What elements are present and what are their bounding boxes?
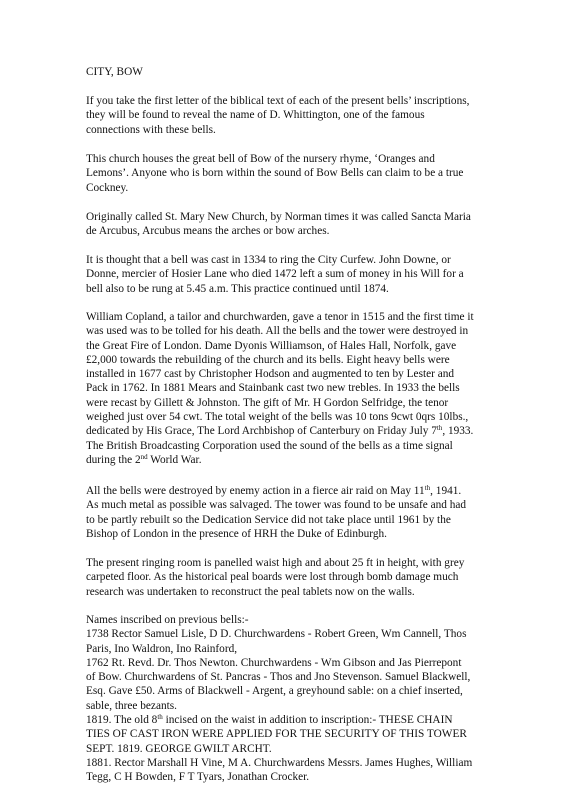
text-line: were recast by Gillett & Johnston. The gift of Mr. H Gordon Selfridge, the tenor <box>86 396 449 409</box>
text-line: sable, three bezants. <box>86 699 177 712</box>
text-line: the Great Fire of London. Dame Dyonis Williamson, of Hales Hall, Norfolk, gave <box>86 339 457 352</box>
text-line: bell also to be rung at 5.45 a.m. This practice continued until 1874. <box>86 282 389 295</box>
text-line: to be partly rebuilt so the Dedication Service did not take place until 1961 by the <box>86 513 451 526</box>
paragraph-bow-bells <box>86 152 516 195</box>
ordinal-suffix: th <box>157 713 163 722</box>
text-fragment: 1819. The old 8 <box>86 714 158 727</box>
text-line <box>86 484 516 498</box>
text-line: If you take the first letter of the biblical text of each of the present bells’ inscriptions, <box>86 95 470 107</box>
text-line: was used was to be tolled for his death. All the bells and the tower were destroyed in <box>86 325 469 338</box>
text-fragment: , 1941. <box>430 485 462 497</box>
text-line: Bishop of London in the presence of HRH the Duke of Edinburgh. <box>86 527 387 540</box>
text-line: 1881. Rector Marshall H Vine, M A. Churchwardens Messrs. James Hughes, William <box>86 756 473 769</box>
text-line: Tegg, C H Bowden, F T Tyars, Jonathan Crocker. <box>86 771 310 784</box>
text-line: Cockney. <box>86 181 129 194</box>
text-fragment: World War. <box>147 453 202 466</box>
text-line: research was undertaken to reconstruct the peal tablets now on the walls. <box>86 585 415 598</box>
paragraph-air-raid <box>86 484 516 541</box>
page-title <box>86 65 516 79</box>
ordinal-suffix: nd <box>140 452 148 461</box>
text-line: Paris, Ino Waldron, Ino Rainford, <box>86 642 238 655</box>
text-line: The present ringing room is panelled waist high and about 25 ft in height, with grey <box>86 557 465 569</box>
text-fragment: dedicated by His Grace, The Lord Archbishop of Canterbury on Friday July 7 <box>86 425 437 438</box>
text-line: Names inscribed on previous bells:- <box>86 614 249 626</box>
text-line: TIES OF CAST IRON WERE APPLIED FOR THE SECURITY OF THIS TOWER <box>86 728 467 741</box>
text-line: they will be found to reveal the name of D. Whittington, one of the famous <box>86 109 425 122</box>
text-line: SEPT. 1819. GEORGE GWILT ARCHT. <box>86 742 272 755</box>
text-line: de Arcubus, Arcubus means the arches or bow arches. <box>86 225 330 238</box>
text-fragment: incised on the waist in addition to inscription:- THESE CHAIN <box>162 714 453 727</box>
text-line: The British Broadcasting Corporation used the sound of the bells as a time signal <box>86 439 453 452</box>
text-line: Originally called St. Mary New Church, by Norman times it was called Sancta Maria <box>86 211 471 223</box>
ordinal-suffix: th <box>424 484 431 492</box>
paragraph-ringing-room <box>86 556 516 599</box>
text-line: Lemons’. Anyone who is born within the sound of Bow Bells can claim to be a true <box>86 167 464 180</box>
ordinal-suffix: th <box>436 424 443 433</box>
title-line: CITY, BOW <box>86 66 143 78</box>
text-line <box>86 713 516 727</box>
text-line: weighed just over 54 cwt. The total weight of the bells was 10 tons 9cwt 0qrs 10lbs., <box>86 411 469 424</box>
text-line: of Bow. Churchwardens of St. Pancras - Thos and Jno Stevenson. Samuel Blackwell, <box>86 671 471 684</box>
text-line: Donne, mercier of Hosier Lane who died 1472 left a sum of money in his Will for a <box>86 268 464 281</box>
text-fragment: All the bells were destroyed by enemy action in a fierce air raid on May 11 <box>86 485 425 497</box>
text-line: installed in 1677 cast by Christopher Hodson and augmented to ten by Lester and <box>86 368 455 381</box>
text-line <box>86 453 516 467</box>
text-line: William Copland, a tailor and churchwarden, gave a tenor in 1515 and the first time it <box>86 311 474 323</box>
text-fragment: , 1933. <box>442 425 474 438</box>
text-line: Esq. Gave £50. Arms of Blackwell - Argent, a greyhound sable: on a chief inserted, <box>86 685 463 698</box>
text-line: £2,000 towards the rebuilding of the church and its bells. Eight heavy bells were <box>86 353 450 366</box>
text-line: 1762 Rt. Revd. Dr. Thos Newton. Churchwardens - Wm Gibson and Jas Pierrepont <box>86 656 462 669</box>
text-line: Pack in 1762. In 1881 Mears and Stainbank cast two new trebles. In 1933 the bells <box>86 382 460 395</box>
paragraph-curfew <box>86 253 516 296</box>
paragraph-bell-history <box>86 310 516 467</box>
paragraph-inscriptions <box>86 613 516 785</box>
paragraph-whittington <box>86 94 516 137</box>
text-line <box>86 424 516 438</box>
text-line: It is thought that a bell was cast in 1334 to ring the City Curfew. John Downe, or <box>86 254 451 266</box>
text-line: As much metal as possible was salvaged. The tower was found to be unsafe and had <box>86 499 467 512</box>
text-line: carpeted floor. As the historical peal boards were lost through bomb damage much <box>86 571 459 584</box>
paragraph-origin-name <box>86 210 516 239</box>
text-line: 1738 Rector Samuel Lisle, D D. Churchwardens - Robert Green, Wm Cannell, Thos <box>86 628 467 641</box>
text-fragment: during the 2 <box>86 453 141 466</box>
text-line: connections with these bells. <box>86 123 216 136</box>
text-line: This church houses the great bell of Bow of the nursery rhyme, ‘Oranges and <box>86 153 435 165</box>
